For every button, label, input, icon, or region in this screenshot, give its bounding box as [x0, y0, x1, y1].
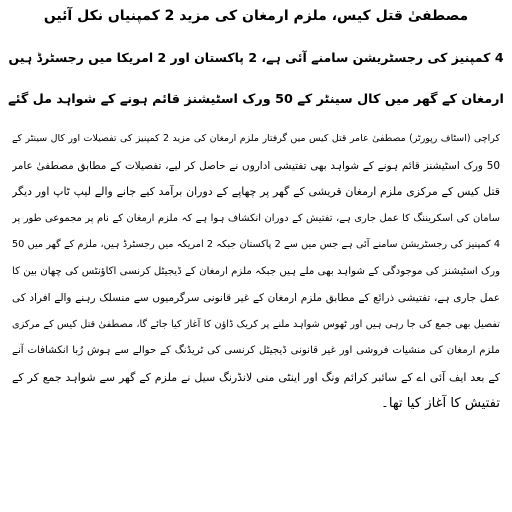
- body-line: تفصیل بھی جمع کی جا رہی ہیں اور ٹھوس شواہد ملنے پر کریک ڈاؤن کا آغاز کیا جائے گا، مصطفیٰ قتل کیس کے مرکزی: [12, 318, 500, 330]
- body-line: 4 کمپنیز کی رجسٹریشن سامنے آئی ہے جس میں سے 2 پاکستان جبکہ 2 امریکہ میں رجسٹرڈ ہیں، ملزم کے گھر میں 50: [12, 239, 500, 250]
- body-line-last: تفتیش کا آغاز کیا تھا۔: [381, 396, 500, 411]
- body-line: سامان کی اسکریننگ کا عمل جاری ہے، تفتیش کے دوران انکشاف ہوا ہے کہ ملزم ارمغان کے نام پر مجموعی طور پر: [12, 212, 500, 224]
- body-line: کے بعد ایف آئی اے کے سائبر کرائم ونگ اور اینٹی منی لانڈرنگ سیل نے ملزم کے گھر سے شواہد جمع کر کے: [12, 370, 500, 384]
- headline-sub-1: 4 کمپنیز کی رجسٹریشن سامنے آئی ہے، 2 پاکستان اور 2 امریکا میں رجسٹرڈ ہیں: [8, 50, 504, 65]
- body-line: عمل جاری ہے، تفتیشی ذرائع کے مطابق ملزم ارمغان کے غیر قانونی سرگرمیوں سے منسلک رہنے والے افراد کی: [12, 292, 500, 304]
- body-line: ملزم ارمغان کی منشیات فروشی اور غیر قانونی ڈیجیٹل کرنسی کی ٹریڈنگ کے حوالے سے ہوش رُبا انکشافات آنے: [12, 345, 500, 356]
- body-line: کراچی (اسٹاف رپورٹر) مصطفیٰ عامر قتل کیس میں گرفتار ملزم ارمغان کی مزید 2 کمپنیز کی تفصیلات اور کال سینٹر کے: [12, 133, 500, 144]
- body-line: 50 ورک اسٹیشنز قائم ہونے کے شواہد بھی تفتیشی اداروں نے حاصل کر لیے، تفصیلات کے مطابق مصطفیٰ عامر: [12, 159, 500, 172]
- headline-sub-2: ارمغان کے گھر میں کال سینٹر کے 50 ورک اسٹیشنز قائم ہونے کے شواہد مل گئے: [8, 92, 504, 107]
- article-body: [8, 126, 504, 418]
- body-line: ورک اسٹیشنز کی موجودگی کے شواہد بھی ملے ہیں جبکہ ملزم ارمغان کے ڈیجیٹل کرنسی اکاؤنٹس کی چھان بین کا: [12, 265, 500, 277]
- headline-main: مصطفیٰ قتل کیس، ملزم ارمغان کی مزید 2 کمپنیاں نکل آئیں: [43, 8, 469, 24]
- body-line: قتل کیس کے مرکزی ملزم ارمغان قریشی کے گھر پر چھاپے کے دوران برآمد کیے جانے والے لیپ ٹاپ اور دیگر: [12, 185, 500, 198]
